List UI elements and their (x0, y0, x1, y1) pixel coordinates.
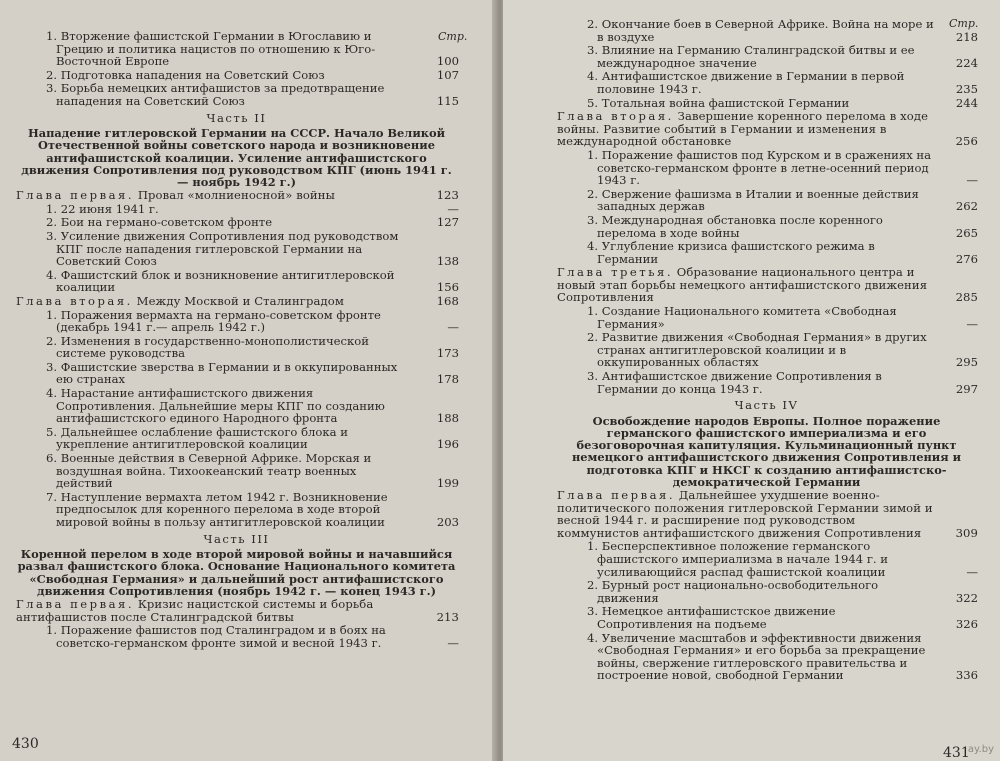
toc-page-number: 297 (955, 381, 978, 396)
page-number: 430 (12, 736, 39, 752)
chapter-lead: Глава третья. (557, 265, 673, 280)
toc-entry-text: 6. Военные действия в Северной Африке. Морская и воздушная война. Тихоокеанский театр военных действий (46, 451, 372, 491)
toc-entry-text: Завершение коренного перелома в ходе войны. Развитие событий в Германии и изменения в международной обстановке (557, 109, 929, 149)
chapter-lead: Глава первая. (16, 188, 135, 203)
toc-entry-text: 1. Поражения вермахта на германо-советском фронте (декабрь 1941 г.— апрель 1942 г.) (46, 307, 381, 335)
toc-item (10, 491, 463, 529)
toc-item (551, 605, 982, 630)
toc-chap (551, 266, 982, 304)
toc-item (10, 335, 463, 360)
toc-page-number: 326 (955, 616, 978, 631)
toc-parttitle (10, 548, 463, 597)
toc-part (10, 530, 463, 548)
toc-entry-text: 2. Бурный рост национально-освободительного движения (587, 578, 879, 605)
toc-entry-text: 2. Окончание боев в Северной Африке. Война на море и в воздухе (587, 17, 934, 44)
toc-entry-text: 3. Борьба немецких антифашистов за предотвращение нападения на Советский Союз (46, 81, 385, 108)
toc-entry-text: 7. Наступление вермахта летом 1942 г. Возникновение предпосылок для коренного перелома в ходе второй мировой войны в пользу антигитлеровской коалиции (46, 489, 388, 530)
toc-item (10, 82, 463, 107)
toc-entry-text: 3. Усиление движения Сопротивления под руководством КПГ после нападения гитлеровской Германии на Советский Союз (46, 228, 399, 269)
toc-entry-text: 3. Международная обстановка после коренного перелома в ходе войны (587, 212, 883, 240)
toc-page-number: 336 (955, 668, 978, 683)
toc-item (551, 18, 982, 43)
toc-entry-text: 2. Бои на германо-советском фронте (46, 215, 273, 230)
toc-entry-text: 4. Углубление кризиса фашистского режима в Германии (587, 239, 875, 266)
toc-entry-text: 4. Увеличение масштабов и эффективности движения «Свободная Германия» и его борьба за прекращение войны, свержение гитлеровского правительства и построение новой, свободной Германии (587, 630, 926, 683)
toc-entry-text: Часть III (203, 531, 270, 546)
toc-entry-text: 2. Подготовка нападения на Советский Союз (46, 67, 325, 82)
page-column-label: Стр. (438, 30, 468, 43)
toc-page-number: 107 (436, 67, 459, 82)
toc-parttitle (551, 415, 982, 488)
toc-page-number: 235 (955, 81, 978, 96)
toc-chap (10, 295, 463, 308)
toc-item (551, 540, 982, 578)
toc-item (10, 203, 463, 216)
toc-item (10, 426, 463, 451)
toc-chap (551, 110, 982, 148)
toc-item (551, 214, 982, 239)
toc-chap (10, 598, 463, 623)
toc-entry-text: 3. Антифашистское движение Сопротивления в Германии до конца 1943 г. (587, 369, 882, 396)
toc-page-number: 203 (436, 515, 459, 530)
table-of-contents-right (551, 18, 982, 682)
toc-entry-text: Коренной перелом в ходе второй мировой войны и начавшийся развал фашистского блока. Основание Национального комитета «Свободная Германия» и дальнейший рост антифашистского движения Сопротивления (ноябрь 1942 г. — конец 1943 г.) (17, 547, 456, 598)
chapter-lead: Глава первая. (557, 488, 676, 503)
toc-entry-text: 1. Поражение фашистов под Сталинградом и в боях на советско-германском фронте зимой и весной 1943 г. (46, 623, 386, 650)
toc-item (551, 44, 982, 69)
toc-entry-text: 1. Поражение фашистов под Курском и в сражениях на советско-германском фронте в летне-осенний период 1943 г. (587, 147, 932, 188)
page-number: 431 (943, 745, 970, 761)
toc-entry-text: Часть II (206, 110, 267, 125)
toc-entry-text: 2. Развитие движения «Свободная Германия» в других странах антигитлеровской коалиции и в оккупированных областях (587, 330, 927, 370)
toc-page-number: 295 (955, 355, 978, 370)
right-page (503, 0, 1000, 761)
toc-entry-text: Часть IV (734, 398, 799, 413)
toc-item (10, 216, 463, 229)
toc-page-number: 285 (955, 290, 978, 305)
toc-page-number: 218 (955, 29, 978, 44)
toc-page-number: 138 (436, 254, 459, 269)
toc-item (551, 370, 982, 395)
toc-page-number: — (966, 316, 978, 331)
toc-item (10, 624, 463, 649)
left-page (0, 0, 497, 761)
toc-entry-text: 1. Бесперспективное положение германского фашистского империализма в начале 1944 г. и усиливающийся распад фашистской коалиции (587, 539, 888, 579)
toc-entry-text: 5. Тотальная война фашистской Германии (587, 95, 850, 110)
toc-part (551, 396, 982, 414)
toc-page-number: 196 (436, 437, 459, 452)
toc-page-number: 244 (955, 95, 978, 110)
toc-entry-text: 2. Изменения в государственно-монополистической системе руководства (46, 333, 369, 361)
toc-entry-text: Кризис нацистской системы и борьба антифашистов после Сталинградской битвы (16, 597, 374, 624)
toc-page-number: — (966, 564, 978, 579)
toc-entry-text: 4. Антифашистское движение в Германии в первой половине 1943 г. (587, 69, 905, 96)
toc-entry-text: Провал «молниеносной» войны (134, 188, 335, 203)
toc-item (551, 70, 982, 95)
toc-item (10, 309, 463, 334)
toc-entry-text: 1. Создание Национального комитета «Свободная Германия» (587, 304, 897, 331)
toc-item (10, 69, 463, 82)
toc-entry-text: Дальнейшее ухудшение военно-политического положения гитлеровской Германии зимой и весной 1944 г. и расширение под руководством коммунистов антифашистского движения Сопротивления (557, 488, 933, 540)
toc-page-number: 276 (955, 251, 978, 266)
toc-page-number: 173 (436, 346, 459, 361)
page-column-label: Стр. (949, 17, 979, 30)
toc-item (10, 30, 463, 68)
toc-page-number: 168 (436, 293, 459, 308)
toc-entry-text: 1. 22 июня 1941 г. (46, 201, 159, 216)
table-of-contents-left (10, 30, 463, 649)
toc-entry-text: 2. Свержение фашизма в Италии и военные действия западных держав (587, 186, 919, 214)
toc-page-number: 309 (955, 525, 978, 540)
toc-item (551, 240, 982, 265)
toc-page-number: 156 (436, 280, 459, 295)
toc-item (10, 387, 463, 425)
toc-entry-text: 4. Фашистский блок и возникновение антигитлеровской коалиции (46, 267, 395, 295)
toc-entry-text: Образование национального центра и новый этап борьбы немецкого антифашистского движения Сопротивления (557, 265, 928, 305)
toc-page-number: 100 (436, 54, 459, 69)
toc-page-number: 199 (436, 476, 459, 491)
toc-page-number: 262 (955, 199, 978, 214)
chapter-lead: Глава первая. (16, 597, 135, 612)
toc-chap (10, 189, 463, 202)
toc-page-number: 256 (955, 134, 978, 149)
toc-item (551, 632, 982, 682)
toc-page-number: — (447, 635, 459, 650)
toc-page-number: 178 (436, 372, 459, 387)
chapter-lead: Глава вторая. (557, 109, 674, 124)
toc-item (551, 149, 982, 187)
toc-chap (551, 489, 982, 539)
toc-item (10, 269, 463, 294)
toc-entry-text: 3. Немецкое антифашистское движение Сопротивления на подъеме (587, 604, 836, 631)
toc-parttitle (10, 127, 463, 188)
toc-page-number: 224 (955, 55, 978, 70)
toc-item (551, 331, 982, 369)
toc-page-number: 127 (436, 215, 459, 230)
toc-page-number: 188 (436, 411, 459, 426)
toc-entry-text: Между Москвой и Сталинградом (132, 293, 344, 308)
toc-entry-text: 4. Нарастание антифашистского движения Сопротивления. Дальнейшие меры КПГ по созданию антифашистского единого Народного фронта (46, 386, 385, 426)
toc-entry-text: 3. Влияние на Германию Сталинградской битвы и ее международное значение (587, 43, 915, 70)
watermark: ay.by (967, 744, 994, 755)
toc-page-number: — (966, 173, 978, 188)
toc-page-number: — (447, 201, 459, 216)
toc-part (10, 109, 463, 127)
toc-item (551, 305, 982, 330)
toc-item (10, 230, 463, 268)
toc-entry-text: 3. Фашистские зверства в Германии и в оккупированных ею странах (46, 359, 398, 387)
toc-page-number: 322 (955, 590, 978, 605)
toc-item (551, 579, 982, 604)
toc-entry-text: 1. Вторжение фашистской Германии в Югославию и Грецию и политика нацистов по отношению к Юго-Восточной Европе (46, 29, 376, 69)
chapter-lead: Глава вторая. (16, 293, 133, 308)
toc-page-number: 213 (436, 609, 459, 624)
toc-item (10, 452, 463, 490)
toc-entry-text: Нападение гитлеровской Германии на СССР. Начало Великой Отечественной войны советского народа и возникновение антифашистской коалиции. Усиление антифашистского движения Сопротивления под руководством КПГ (июнь 1941 г. — ноябрь 1942 г.) (21, 126, 452, 189)
toc-entry-text: 5. Дальнейшее ослабление фашистского блока и укрепление антигитлеровской коалиции (46, 424, 348, 452)
toc-item (10, 361, 463, 386)
toc-item (551, 188, 982, 213)
toc-page-number: — (447, 320, 459, 335)
toc-page-number: 115 (436, 93, 459, 108)
toc-page-number: 265 (955, 225, 978, 240)
toc-item (551, 97, 982, 110)
toc-entry-text: Освобождение народов Европы. Полное поражение германского фашистского империализма и его безоговорочная капитуляция. Кульминационный пункт немецкого антифашистского движения Сопротивления и подготовка КПГ и НКСГ к созданию антифашистско-демократической Германии (571, 413, 962, 489)
toc-page-number: 123 (436, 188, 459, 203)
